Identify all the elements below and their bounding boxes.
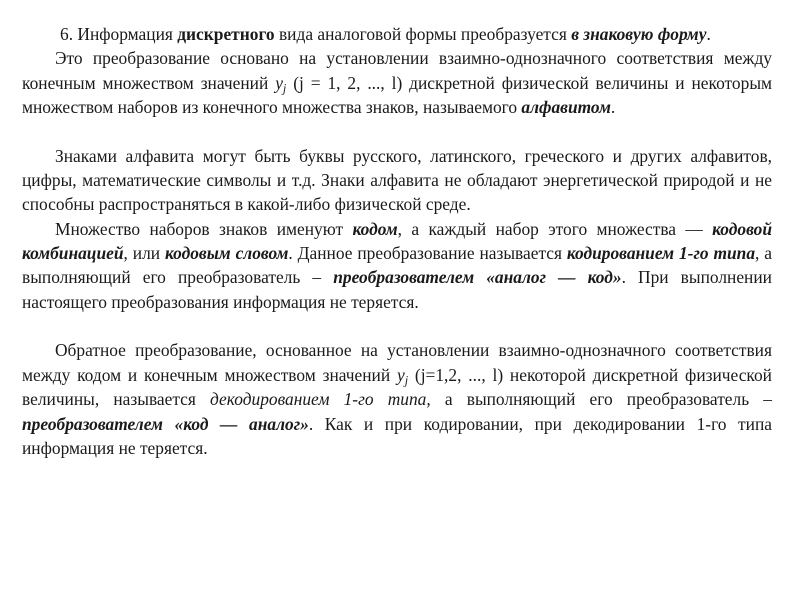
term-code-word: кодовым словом: [164, 243, 289, 264]
term-coding-type-1: кодированием 1-го типа: [566, 243, 756, 264]
paragraph-decoding: Обратное преобразование, основанное на установлении взаимно-однозначного соответствия между кодом и конечным множеством значений $y_j$ (j=1,2, ..., l) некоторой дискретной физической величины, называется декодированием 1-го типа, а выполняющий его преобразователь – преобразователем «код — аналог». Как и при кодировании, при декодировании 1-го типа информация не теряется.: [22, 340, 772, 458]
paragraph-alphabet-signs: Знаками алфавита могут быть буквы русского, латинского, греческого и других алфавитов, цифры, математические символы и т.д. Знаки алфавита не обладают энергетической природой и не способны распространяться в какой-либо физической среде.: [22, 145, 772, 215]
paragraph-transformation: Это преобразование основано на установлении взаимно-однозначного соответствия между конечным множеством значений $y_j$ (j = 1, 2, ..., l) дискретной физической величины и некоторым множеством наборов из конечного множества знаков, называемого алфавитом.: [22, 48, 773, 118]
term-discrete: дискретного: [177, 24, 275, 44]
variable-y: y: [275, 72, 283, 93]
text-body: [22, 22, 772, 460]
paragraph-gap: [22, 314, 772, 338]
item-number: 6.: [60, 24, 74, 44]
term-sign-form: в знаковую форму: [571, 24, 707, 44]
term-code-combination: кодовой комбинацией: [22, 218, 773, 264]
paragraph-6-heading: 6. Информация дискретного вида аналоговой формы преобразуется в знаковую форму.: [60, 24, 711, 44]
term-converter-code-analog: преобразователем «код — аналог»: [22, 413, 309, 434]
variable-y: y: [396, 364, 405, 385]
term-converter-analog-code: преобразователем «аналог — код»: [333, 267, 622, 288]
term-decoding-type-1: декодированием 1-го типа,: [210, 389, 431, 410]
paragraph-gap: [22, 119, 772, 143]
variable-subscript: j: [282, 81, 287, 96]
paragraph-code: Множество наборов знаков именуют кодом, а каждый набор этого множества — кодовой комбинацией, или кодовым словом. Данное преобразование называется кодированием 1-го типа, а выполняющий его преобразователь – преобразователем «аналог — код». При выполнении настоящего преобразования информация не теряется.: [22, 218, 773, 312]
variable-subscript: j: [404, 373, 409, 388]
term-code: кодом: [352, 218, 398, 239]
term-alphabet: алфавитом: [521, 97, 611, 118]
